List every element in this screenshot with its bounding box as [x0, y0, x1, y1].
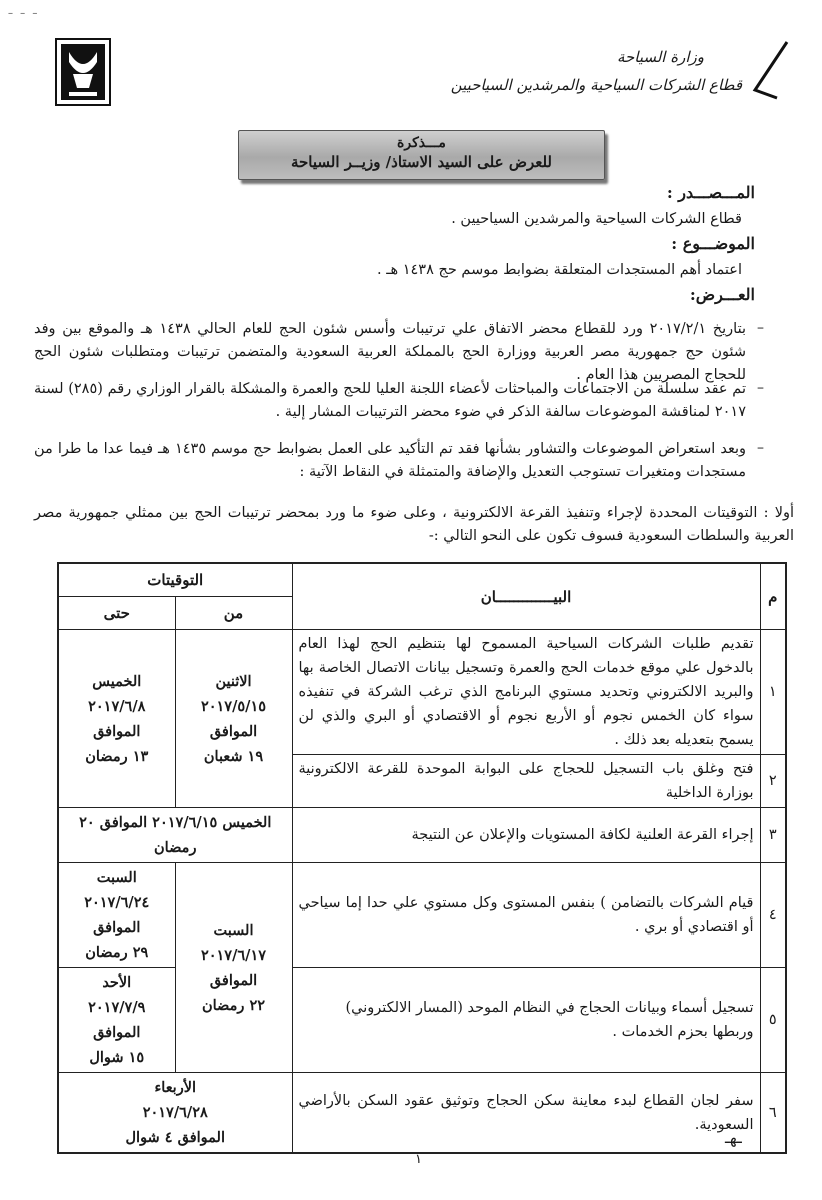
presentation-label: العـــرض:	[689, 285, 755, 304]
column-to-header: حتى	[58, 597, 175, 630]
memo-recipient: للعرض على السيد الاستاذ/ وزيــر السياحة	[290, 153, 553, 171]
row-description: قيام الشركات بالتضامن ) بنفس المستوى وكل مستوي علي حدا إما سياحي أو اقتصادي أو بري .	[292, 863, 760, 968]
presentation-bullet-3: وبعد استعراض الموضوعات والتشاور بشأنها فقد تم التأكيد على العمل بضوابط حج موسم ١٤٣٥ هـ فيما عدا ما طرا من مستجدات ومتغيرات تستوجب التعديل والإضافة والمتمثلة في النقاط الآتية :	[34, 441, 746, 480]
row-date: الأربعاء ٢٠١٧/٦/٢٨ الموافق ٤ شوال	[58, 1073, 292, 1154]
row-description: تسجيل أسماء وبيانات الحجاج في النظام الموحد (المسار الالكتروني) وربطها بحزم الخدمات .	[292, 968, 760, 1073]
bullet-mark: –	[757, 320, 764, 336]
table-row	[58, 1073, 786, 1154]
presentation-bullet-1: بتاريخ ٢٠١٧/٢/١ ورد للقطاع محضر الاتفاق علي ترتيبات وأسس شئون الحج للعام الحالي ١٤٣٨ هـ والموقع بين وفد شئون حج جمهورية مصر العربية ووزارة الحج بالمملكة العربية السعودية والمتضمن ترتيبات ومتطلبات شئون الحج للحجاج المصريين هذا العام .	[34, 321, 747, 383]
row-description: تقديم طلبات الشركات السياحية المسموح لها بتنظيم الحج لهذا العام بالدخول علي موقع خدمات الحج والعمرة وتسجيل بيانات الاتصال الخاصة بها والبريد الالكتروني وتحديد مستوي البرنامج الذي ترغب الشركة في تنفيذه سواء كان الخمس نجوم أو الأربع نجوم أو الاقتصادي أو البري والذي لن يسمح بتعديله بعد ذلك .	[292, 630, 760, 755]
subject-value: اعتماد أهم المستجدات المتعلقة بضوابط موسم حج ١٤٣٨ هـ .	[376, 262, 742, 278]
presentation-bullet-2: تم عقد سلسلة من الاجتماعات والمباحثات لأعضاء اللجنة العليا للحج والعمرة والمشكلة بالقرار الوزاري رقم (٢٨٥) لسنة ٢٠١٧ لمناقشة الموضوعات سالفة الذكر في ضوء محضر الترتيبات المشار إلية .	[34, 381, 746, 420]
ministry-logo-icon	[55, 38, 111, 106]
column-statement-header: البيـــــــــــــان	[292, 563, 760, 630]
subject-label: الموضـــوع :	[671, 234, 755, 253]
row-number: ٦	[760, 1073, 786, 1154]
signature-mark: ـهـ	[725, 1128, 742, 1147]
page-number: ١	[415, 1152, 422, 1167]
table-row	[58, 808, 786, 863]
source-value: قطاع الشركات السياحية والمرشدين السياحيين .	[451, 211, 742, 227]
memo-title: مـــذكرة	[397, 135, 446, 151]
ministry-name: وزارة السياحة	[616, 48, 704, 66]
row-from-date: السبت ٢٠١٧/٦/١٧ الموافق ٢٢ رمضان	[175, 863, 292, 1073]
corner-slash-icon	[747, 40, 792, 100]
row-number: ٥	[760, 968, 786, 1073]
source-label: المـــصـــدر :	[666, 183, 755, 202]
row-to-date: السبت ٢٠١٧/٦/٢٤ الموافق ٢٩ رمضان	[58, 863, 175, 968]
first-point: أولا : التوقيتات المحددة لإجراء وتنفيذ القرعة الالكترونية ، وعلى ضوء ما ورد بمحضر ترتيبات الحج بين ممثلي جمهورية مصر العربية والسلطات السعودية فسوف تكون على النحو التالي :-	[34, 505, 794, 544]
row-number: ٢	[760, 755, 786, 808]
top-mark: – – –	[8, 8, 40, 19]
row-number: ١	[760, 630, 786, 755]
row-number: ٤	[760, 863, 786, 968]
row-description: سفر لجان القطاع لبدء معاينة سكن الحجاج وتوثيق عقود السكن بالأراضي السعودية.	[292, 1073, 760, 1154]
column-timings-header: التوقيتات	[58, 563, 292, 597]
bullet-mark: –	[757, 380, 764, 396]
row-from-date: الاثنين ٢٠١٧/٥/١٥ الموافق ١٩ شعبان	[175, 630, 292, 808]
row-to-date: الأحد ٢٠١٧/٧/٩ الموافق ١٥ شوال	[58, 968, 175, 1073]
row-description: إجراء القرعة العلنية لكافة المستويات والإعلان عن النتيجة	[292, 808, 760, 863]
sector-name: قطاع الشركات السياحية والمرشدين السياحيين	[450, 76, 742, 94]
schedule-table	[57, 562, 787, 1154]
row-date: الخميس ٢٠١٧/٦/١٥ الموافق ٢٠ رمضان	[58, 808, 292, 863]
table-row	[58, 968, 786, 1073]
row-description: فتح وغلق باب التسجيل للحجاج على البوابة الموحدة للقرعة الالكترونية بوزارة الداخلية	[292, 755, 760, 808]
bullet-mark: –	[757, 440, 764, 456]
table-row	[58, 630, 786, 755]
memo-banner	[238, 130, 605, 180]
column-number-header: م	[760, 563, 786, 630]
column-from-header: من	[175, 597, 292, 630]
row-number: ٣	[760, 808, 786, 863]
table-row	[58, 863, 786, 968]
row-to-date: الخميس ٢٠١٧/٦/٨ الموافق ١٣ رمضان	[58, 630, 175, 808]
